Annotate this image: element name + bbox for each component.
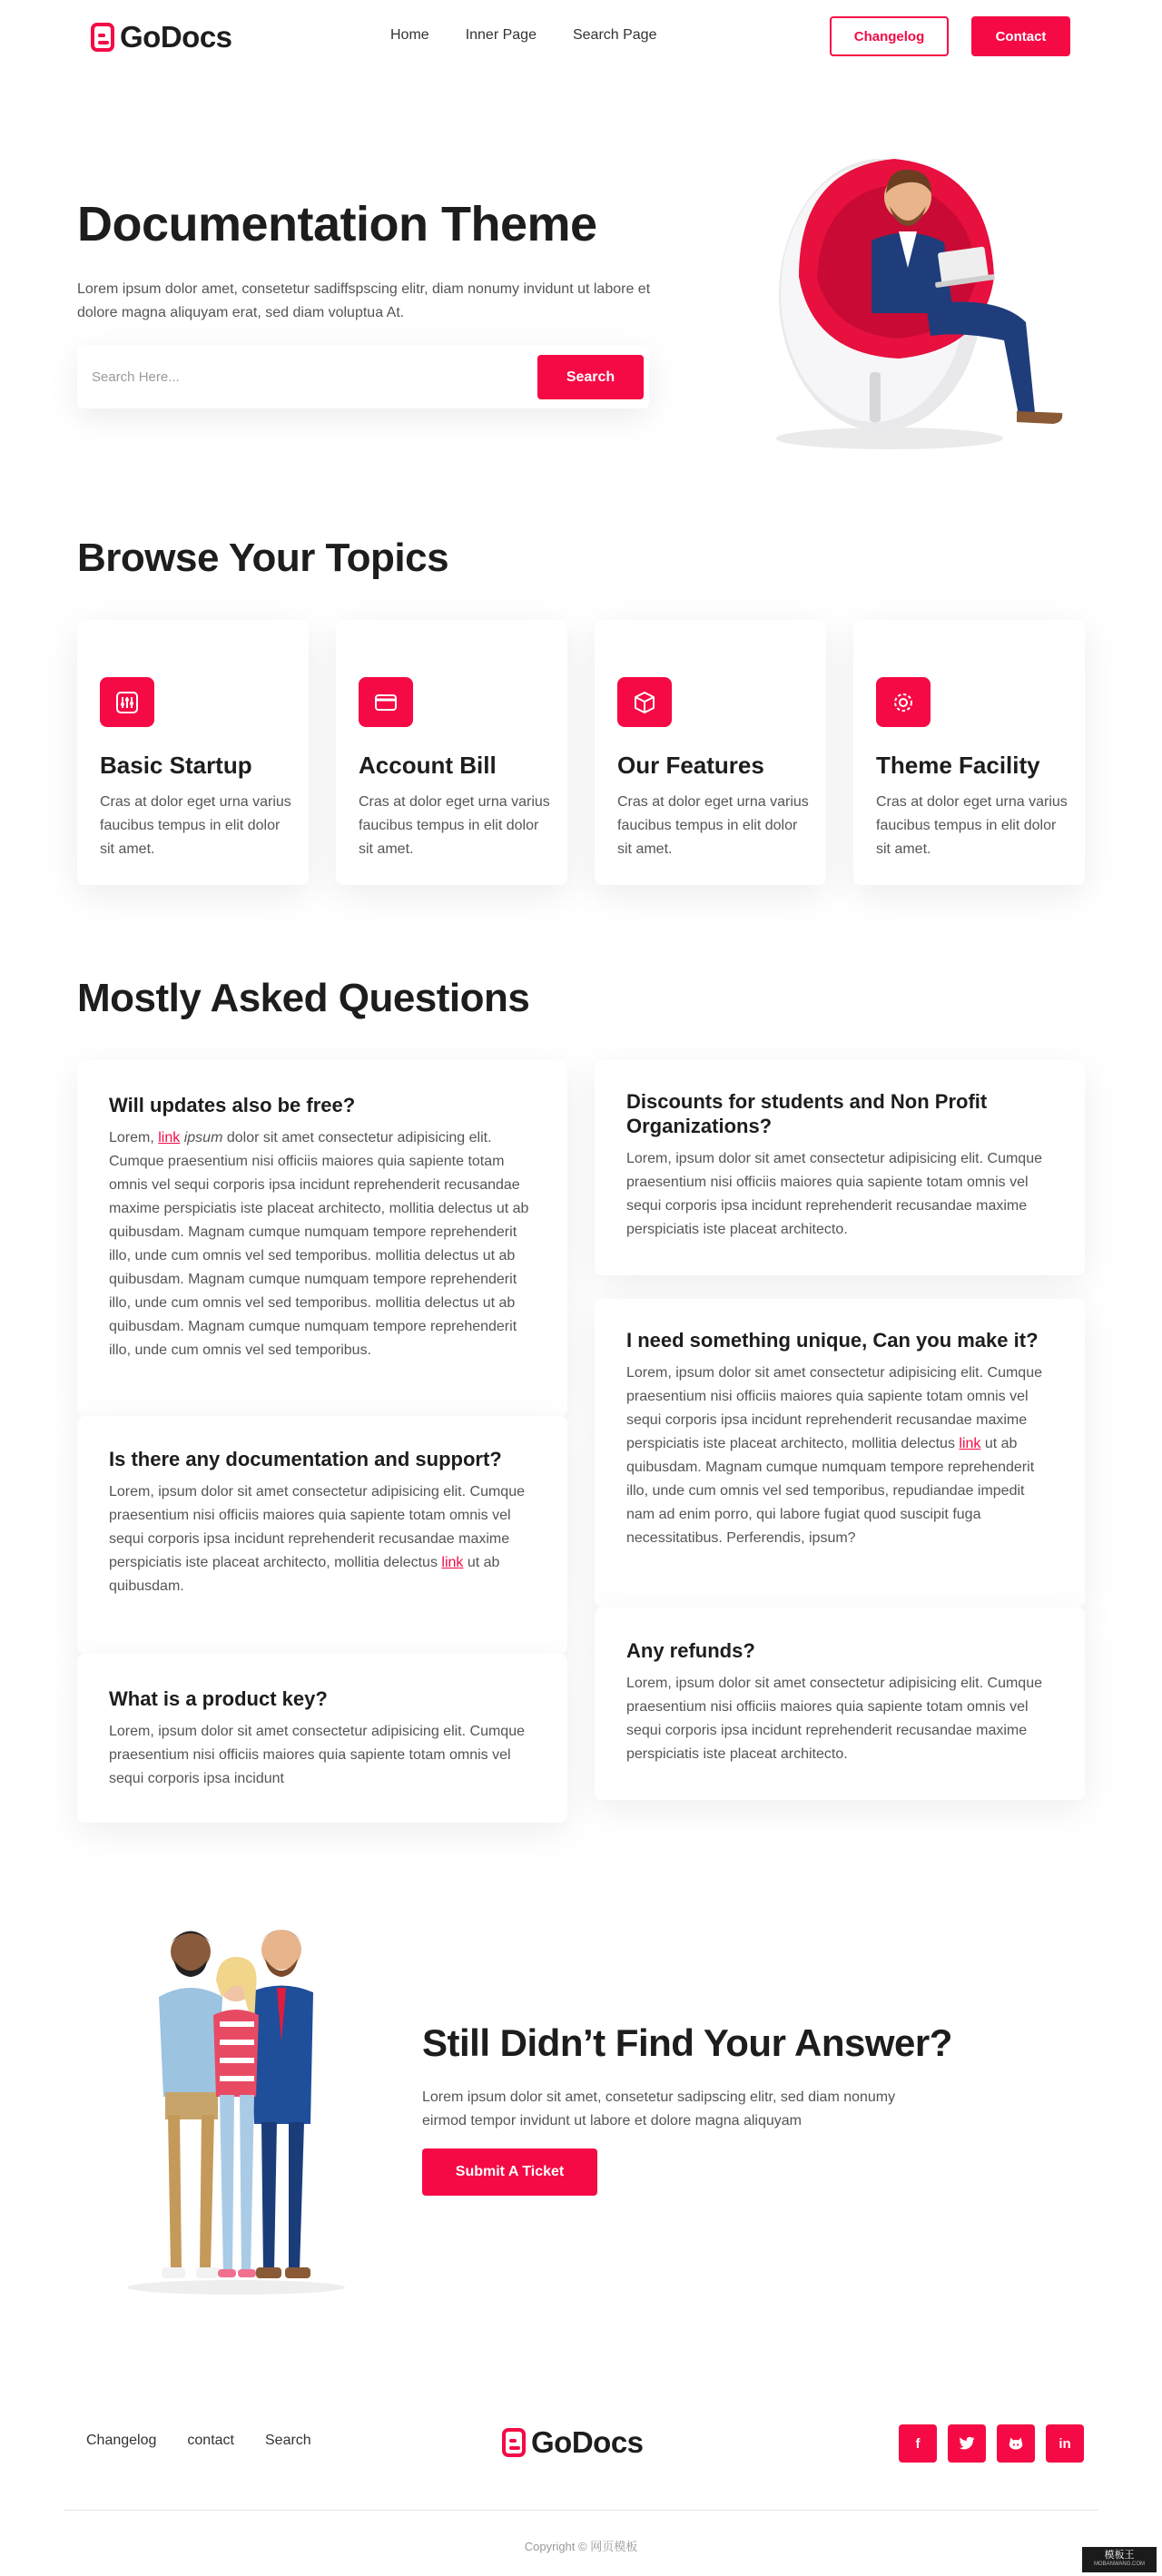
document-icon: [502, 2428, 526, 2457]
linkedin-icon[interactable]: in: [1046, 2424, 1084, 2463]
document-icon: [91, 23, 114, 52]
logo-text: GoDocs: [120, 20, 232, 54]
footer-link-search[interactable]: Search: [265, 2433, 311, 2448]
answer-text: Lorem,: [109, 1130, 159, 1145]
answer-text: Lorem, ipsum dolor sit amet consectetur adipisicing elit. Cumque praesentium nisi officiis maiores quia sapiente totam omnis vel sequi corporis ipsa incidunt reprehenderit recusandae maxime perspiciatis iste placeat architecto, mollitia delectus: [626, 1365, 1042, 1451]
hero-search: [77, 345, 649, 408]
facebook-icon[interactable]: f: [899, 2424, 937, 2463]
faq-question: What is a product key?: [109, 1687, 328, 1710]
topic-title: Theme Facility: [876, 752, 1040, 779]
nav-inner-page[interactable]: Inner Page: [465, 27, 537, 43]
footer-divider: [64, 2510, 1098, 2511]
topic-card-account-bill[interactable]: [336, 620, 567, 885]
logo[interactable]: [91, 20, 232, 54]
changelog-button[interactable]: Changelog: [830, 16, 949, 56]
twitter-icon[interactable]: [948, 2424, 986, 2463]
search-button[interactable]: Search: [537, 355, 644, 399]
topic-title: Our Features: [617, 752, 764, 779]
faq-answer: Lorem, ipsum dolor sit amet consectetur adipisicing elit. Cumque praesentium nisi officiis maiores quia sapiente totam omnis vel sequi corporis ipsa incidunt reprehenderit recusandae maxime perspiciatis iste placeat architecto.: [626, 1151, 1042, 1237]
faq-title: Mostly Asked Questions: [77, 976, 530, 1020]
main-nav: [390, 27, 656, 44]
faq-answer: [626, 1362, 1054, 1550]
header: [0, 0, 1162, 73]
footer-link-contact[interactable]: contact: [187, 2433, 234, 2448]
faq-item[interactable]: [77, 1416, 567, 1654]
watermark-sub: MOBANWANG.COM: [1093, 2561, 1146, 2567]
footer-link-changelog[interactable]: Changelog: [86, 2433, 157, 2448]
topic-card-theme-facility[interactable]: [853, 620, 1085, 885]
answer-text: ut ab quibusdam.: [109, 1555, 500, 1594]
man-in-egg-chair-illustration: [763, 141, 1080, 449]
faq-question: Discounts for students and Non Profit Organizations?: [626, 1090, 988, 1137]
copyright: Copyright © 网页模板: [524, 2540, 638, 2553]
topic-title: Account Bill: [359, 752, 497, 779]
logo-text: GoDocs: [531, 2425, 644, 2459]
faq-item[interactable]: [595, 1060, 1085, 1275]
topic-desc: Cras at dolor eget urna varius faucibus tempus in elit dolor sit amet.: [100, 794, 291, 857]
answer-text: dolor sit amet consectetur adipisicing elit. Cumque praesentium nisi officiis maiores quia sapiente totam omnis vel sequi corporis ipsa incidunt reprehenderit recusandae maxime perspiciatis iste placeat architecto, mollitia delectus ut ab quibusdam. Magnam cumque numquam tempore reprehenderit illo, unde cum omnis vel sed temporibus. mollitia delectus ut ab quibusdam. Magnam cumque numquam tempore reprehenderit illo, unde cum omnis vel sed temporibus. mollitia delectus ut ab quibusdam. Magnam cumque numquam tempore reprehenderit illo, unde cum omnis vel sed temporibus.: [109, 1130, 529, 1358]
faq-answer: Lorem, ipsum dolor sit amet consectetur adipisicing elit. Cumque praesentium nisi officiis maiores quia sapiente totam omnis vel sequi corporis ipsa incidunt reprehenderit recusandae maxime perspiciatis iste placeat architecto.: [626, 1676, 1042, 1762]
submit-ticket-button[interactable]: Submit A Ticket: [422, 2148, 597, 2196]
credit-card-icon: [359, 677, 413, 727]
github-icon[interactable]: [997, 2424, 1035, 2463]
faq-question: I need something unique, Can you make it?: [626, 1329, 1039, 1352]
faq-answer: Lorem, ipsum dolor sit amet consectetur adipisicing elit. Cumque praesentium nisi officiis maiores quia sapiente totam omnis vel sequi corporis ipsa incidunt: [109, 1724, 525, 1786]
team-illustration: [118, 1915, 354, 2296]
topic-title: Basic Startup: [100, 752, 252, 779]
watermark-title: 模板王: [1104, 2550, 1135, 2561]
topic-desc: Cras at dolor eget urna varius faucibus tempus in elit dolor sit amet.: [359, 794, 550, 857]
faq-question: Any refunds?: [626, 1639, 755, 1662]
hero-text: Lorem ipsum dolor amet, consetetur sadiffspscing elitr, diam nonumy invidunt ut labore et dolore magna aliquyam erat, sed diam voluptua At.: [77, 281, 651, 320]
cta-text: Lorem ipsum dolor sit amet, consetetur sadipscing elitr, sed diam nonumy eirmod tempor invidunt ut labore et dolore magna aliquyam: [422, 2089, 896, 2129]
sliders-icon: [100, 677, 154, 727]
faq-item[interactable]: [77, 1060, 567, 1416]
faq-item[interactable]: [595, 1299, 1085, 1608]
gear-icon: [876, 677, 931, 727]
footer-logo[interactable]: [502, 2425, 644, 2460]
answer-italic: ipsum: [183, 1130, 223, 1145]
answer-text: Lorem, ipsum dolor sit amet consectetur adipisicing elit. Cumque praesentium nisi officiis maiores quia sapiente totam omnis vel sequi corporis ipsa incidunt reprehenderit recusandae maxime perspiciatis iste placeat architecto, mollitia delectus: [109, 1484, 525, 1570]
topic-desc: Cras at dolor eget urna varius faucibus tempus in elit dolor sit amet.: [876, 794, 1068, 857]
box-icon: [617, 677, 672, 727]
inline-link[interactable]: link: [158, 1130, 181, 1145]
nav-home[interactable]: Home: [390, 27, 429, 43]
faq-answer: [109, 1480, 537, 1598]
footer-nav: [86, 2433, 311, 2449]
faq-question: Is there any documentation and support?: [109, 1448, 502, 1470]
faq-item[interactable]: [595, 1608, 1085, 1800]
topic-card-basic-startup[interactable]: [77, 620, 309, 885]
faq-answer: [109, 1126, 537, 1362]
contact-button[interactable]: Contact: [971, 16, 1070, 56]
topics-title: Browse Your Topics: [77, 536, 449, 580]
nav-search-page[interactable]: Search Page: [572, 27, 657, 43]
cta-title: Still Didn’t Find Your Answer?: [422, 2021, 952, 2064]
topic-desc: Cras at dolor eget urna varius faucibus tempus in elit dolor sit amet.: [617, 794, 809, 857]
faq-question: Will updates also be free?: [109, 1094, 356, 1116]
watermark-badge: [1082, 2547, 1157, 2572]
faq-item[interactable]: [77, 1654, 567, 1823]
inline-link[interactable]: link: [441, 1555, 464, 1570]
hero-title: Documentation Theme: [77, 197, 597, 251]
search-input[interactable]: Search Here...: [92, 369, 180, 385]
inline-link[interactable]: link: [959, 1436, 981, 1451]
topic-card-our-features[interactable]: [595, 620, 826, 885]
answer-text: ut ab quibusdam. Magnam cumque numquam tempore reprehenderit illo, unde cum omnis vel sed temporibus, repudiandae impedit nam ad enim porro, qui labore fugiat quod suscipit fuga necessitatibus. Perferendis, ipsum?: [626, 1436, 1035, 1546]
